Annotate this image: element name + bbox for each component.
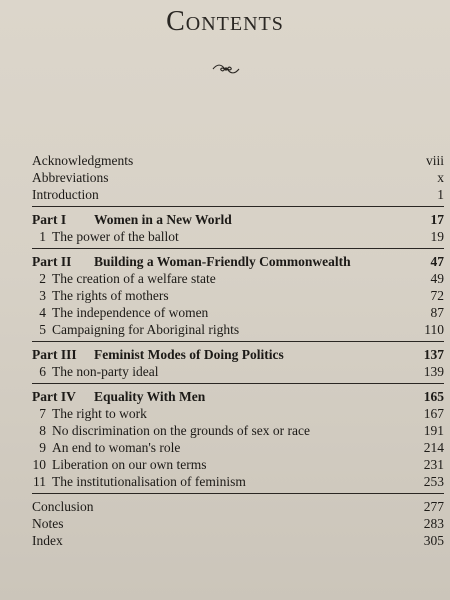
part-number: Part I xyxy=(32,212,67,227)
chapter-title: The independence of women xyxy=(52,305,209,320)
chapter-entry xyxy=(32,228,444,245)
toc-entry xyxy=(32,152,444,169)
chapter-title: Campaigning for Aboriginal rights xyxy=(52,322,240,337)
part-heading xyxy=(32,211,444,228)
chapter-page: 191 xyxy=(423,423,444,438)
table-of-contents xyxy=(32,152,444,549)
chapter-page: 49 xyxy=(430,271,444,286)
chapter-entry xyxy=(32,321,444,338)
entry-page: x xyxy=(437,170,444,185)
part-heading xyxy=(32,253,444,270)
toc-entry xyxy=(32,186,444,203)
part-title: Building a Woman-Friendly Commonwealth xyxy=(94,254,351,269)
section-divider xyxy=(32,383,444,384)
chapter-entry xyxy=(32,304,444,321)
entry-title: Introduction xyxy=(32,187,99,202)
chapter-title: No discrimination on the grounds of sex or race xyxy=(52,423,310,438)
chapter-entry xyxy=(32,405,444,422)
chapter-entry xyxy=(32,270,444,287)
chapter-entry xyxy=(32,456,444,473)
chapter-page: 72 xyxy=(430,288,444,303)
section-divider xyxy=(32,206,444,207)
chapter-number: 6 xyxy=(39,364,46,379)
chapter-page: 19 xyxy=(430,229,444,244)
chapter-number: 11 xyxy=(33,474,46,489)
chapter-number: 2 xyxy=(39,271,46,286)
part-page: 137 xyxy=(423,347,444,362)
toc-entry xyxy=(32,515,444,532)
chapter-number: 10 xyxy=(32,457,46,472)
front-matter-list xyxy=(32,152,444,203)
chapter-number: 8 xyxy=(39,423,46,438)
chapter-title: The non-party ideal xyxy=(52,364,159,379)
entry-page: 277 xyxy=(423,499,444,514)
chapter-page: 214 xyxy=(423,440,444,455)
chapter-number: 1 xyxy=(39,229,46,244)
chapter-title: The creation of a welfare state xyxy=(52,271,216,286)
fleuron-ornament-icon xyxy=(211,62,241,76)
entry-title: Acknowledgments xyxy=(32,153,134,168)
chapter-entry xyxy=(32,422,444,439)
entry-title: Conclusion xyxy=(32,499,94,514)
part-heading xyxy=(32,388,444,405)
chapter-title: Liberation on our own terms xyxy=(52,457,207,472)
chapter-entry xyxy=(32,439,444,456)
entry-page: 1 xyxy=(437,187,444,202)
chapter-title: The rights of mothers xyxy=(52,288,169,303)
chapter-number: 5 xyxy=(39,322,46,337)
entry-page: viii xyxy=(425,153,444,168)
chapter-page: 87 xyxy=(430,305,444,320)
chapter-page: 253 xyxy=(423,474,444,489)
part-page: 165 xyxy=(423,389,444,404)
part-number: Part III xyxy=(32,347,77,362)
chapter-page: 231 xyxy=(423,457,444,472)
chapter-number: 9 xyxy=(39,440,46,455)
chapter-entry xyxy=(32,363,444,380)
entry-page: 283 xyxy=(423,516,444,531)
part-title: Women in a New World xyxy=(94,212,232,227)
chapter-entry xyxy=(32,287,444,304)
chapter-title: An end to woman's role xyxy=(52,440,181,455)
entry-title: Notes xyxy=(32,516,64,531)
chapter-entry xyxy=(32,473,444,490)
part-title: Feminist Modes of Doing Politics xyxy=(94,347,284,362)
part-number: Part IV xyxy=(32,389,76,404)
entry-title: Abbreviations xyxy=(32,170,109,185)
section-divider xyxy=(32,341,444,342)
chapter-number: 3 xyxy=(39,288,46,303)
entry-title: Index xyxy=(32,533,63,548)
chapter-page: 139 xyxy=(423,364,444,379)
section-divider xyxy=(32,493,444,494)
chapter-page: 167 xyxy=(423,406,444,421)
chapter-page: 110 xyxy=(424,322,444,337)
toc-entry xyxy=(32,498,444,515)
chapter-title: The right to work xyxy=(52,406,147,421)
chapter-number: 7 xyxy=(39,406,46,421)
part-title: Equality With Men xyxy=(94,389,206,404)
chapter-title: The institutionalisation of feminism xyxy=(52,474,246,489)
back-matter-list xyxy=(32,498,444,549)
entry-page: 305 xyxy=(423,533,444,548)
part-number: Part II xyxy=(32,254,72,269)
toc-entry xyxy=(32,532,444,549)
chapter-number: 4 xyxy=(39,305,46,320)
toc-entry xyxy=(32,169,444,186)
part-heading xyxy=(32,346,444,363)
part-page: 47 xyxy=(430,254,444,269)
part-page: 17 xyxy=(430,212,444,227)
chapter-title: The power of the ballot xyxy=(52,229,179,244)
page-title: Contents xyxy=(166,6,284,37)
section-divider xyxy=(32,248,444,249)
